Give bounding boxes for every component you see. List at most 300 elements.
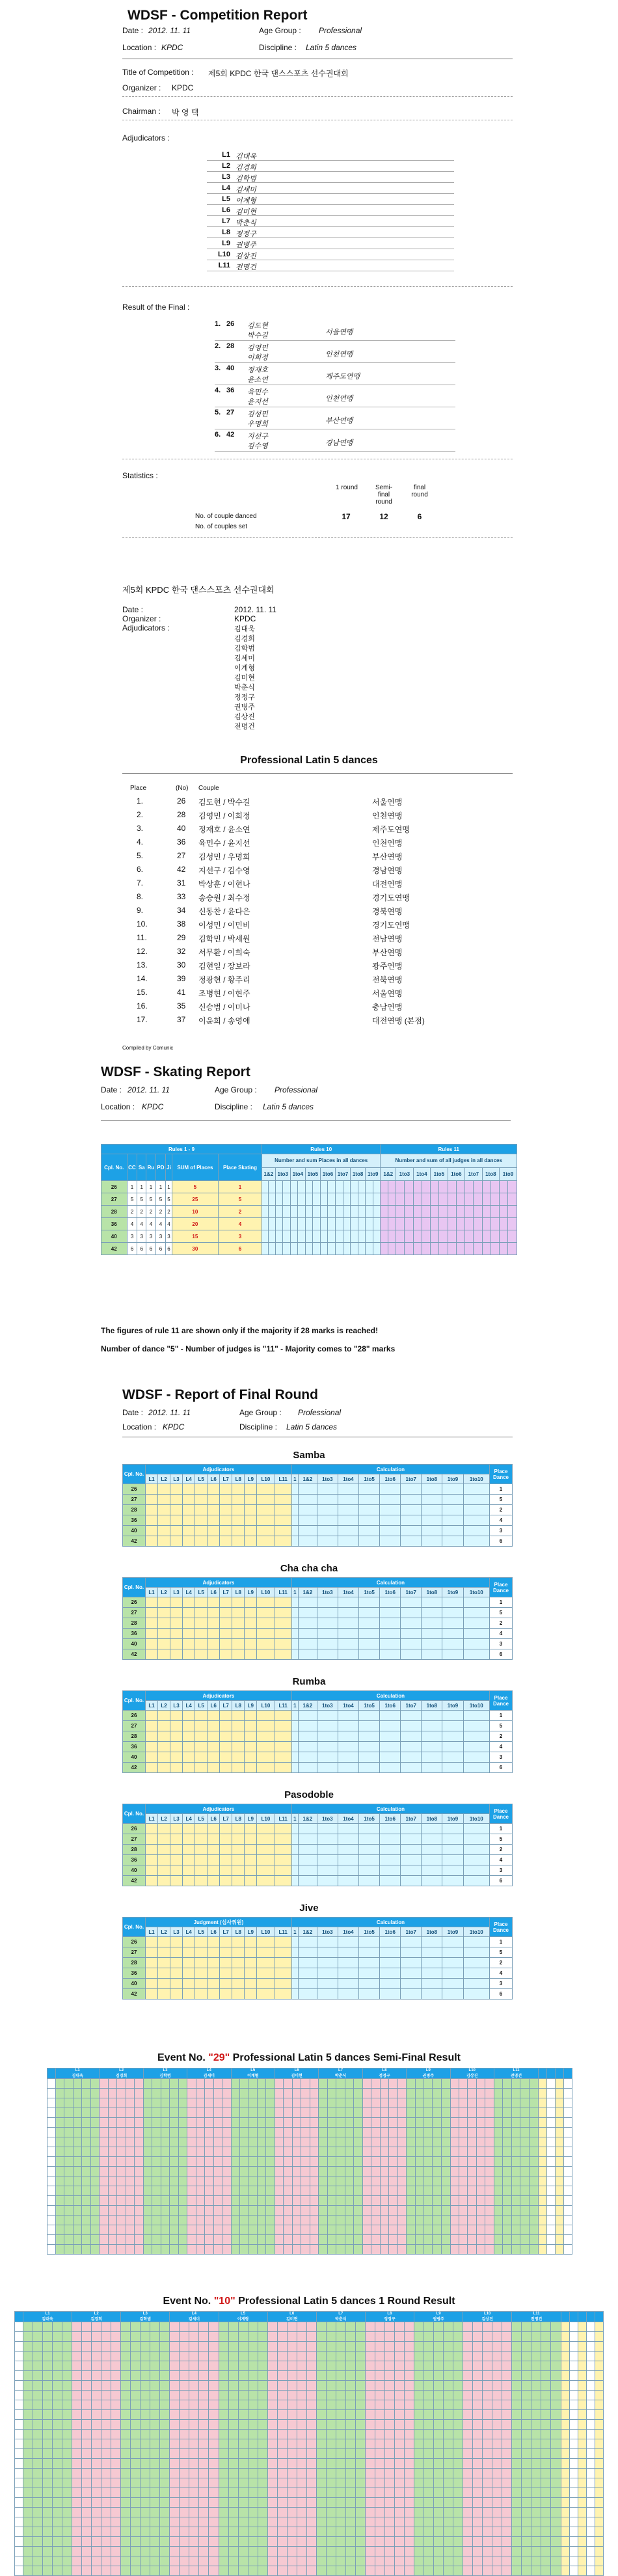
grid-mark-cell: [248, 2381, 258, 2391]
grid-mark-cell: [180, 2400, 189, 2410]
grid-mark-cell: [502, 2527, 512, 2537]
grid-mark-cell: [189, 2469, 199, 2478]
grid-mark-cell: [33, 2381, 43, 2391]
fr-calc-cell: [291, 1526, 298, 1536]
grid-mark-cell: [522, 2537, 531, 2547]
grid-mark-cell: [209, 2400, 219, 2410]
grid-mark-cell: [297, 2508, 306, 2517]
fr-calc-cell: [317, 1721, 338, 1731]
skating-rule10-cell: [283, 1206, 291, 1218]
skating-rule11-cell: [465, 1230, 474, 1243]
grid-mark-cell: [292, 2118, 301, 2128]
fr-calc-cell: [401, 1763, 422, 1773]
grid-mark-cell: [444, 2498, 453, 2508]
grid-mark-cell: [453, 2352, 463, 2361]
grid-mark-cell: [213, 2147, 222, 2157]
grid-mark-cell: [53, 2391, 62, 2400]
grid-mark-cell: [375, 2508, 384, 2517]
grid-mark-cell: [365, 2322, 375, 2332]
skating-rule10-cell: [298, 1243, 306, 1255]
fr-place: 2: [490, 1731, 513, 1742]
grid-mark-cell: [511, 2089, 520, 2098]
grid-mark-cell: [365, 2556, 375, 2566]
grid-mark-cell: [187, 2157, 196, 2167]
fr-calc-cell: [338, 1608, 358, 1618]
grid-tail-cell: [578, 2361, 587, 2371]
grid-mark-cell: [551, 2322, 561, 2332]
grid-mark-cell: [345, 2118, 353, 2128]
grid-mark-cell: [473, 2469, 483, 2478]
col-couple: Couple: [198, 785, 219, 792]
grid-mark-cell: [326, 2459, 336, 2469]
fr-calc-col-header: 1to4: [338, 1588, 358, 1597]
grid-mark-cell: [404, 2488, 414, 2498]
adjudicator-code: L8: [222, 228, 230, 236]
grid-mark-cell: [287, 2439, 297, 2449]
grid-tail-cell: [556, 2206, 564, 2216]
grid-mark-cell: [284, 2216, 292, 2225]
fr-calc-cell: [442, 1515, 463, 1526]
fr-calc-col-header: 1to3: [317, 1701, 338, 1711]
grid-mark-cell: [131, 2371, 141, 2381]
grid-mark-cell: [354, 2245, 363, 2255]
grid-mark-cell: [345, 2196, 353, 2206]
grid-mark-cell: [43, 2517, 53, 2527]
grid-mark-cell: [160, 2332, 170, 2342]
fr-calc-col-header: 1to3: [317, 1927, 338, 1937]
grid-mark-cell: [502, 2352, 512, 2361]
grid-mark-cell: [407, 2167, 415, 2176]
fr-header-row: [123, 1474, 513, 1484]
skating-rule11-cell: [490, 1218, 499, 1230]
fr-judge-mark: [275, 1742, 291, 1752]
grid-mark-cell: [459, 2157, 467, 2167]
fr-adj-header: Adjudicators: [146, 1578, 292, 1588]
grid-mark-cell: [541, 2508, 551, 2517]
grid-mark-cell: [397, 2196, 407, 2206]
grid-mark-cell: [267, 2391, 277, 2400]
grid-judge-header: [319, 2068, 362, 2079]
grid-mark-cell: [72, 2322, 82, 2332]
grid-mark-cell: [187, 2176, 196, 2186]
grid-mark-cell: [355, 2469, 365, 2478]
grid-mark-cell: [64, 2225, 73, 2235]
grid-mark-cell: [389, 2108, 397, 2118]
grid-mark-cell: [53, 2420, 62, 2430]
grid-mark-cell: [267, 2488, 277, 2498]
fr-judge-mark: [146, 1526, 158, 1536]
grid-mark-cell: [522, 2547, 531, 2556]
stats-col-2: Semi-final round: [375, 484, 393, 506]
grid-mark-cell: [397, 2128, 407, 2137]
grid-mark-cell: [117, 2225, 126, 2235]
grid-mark-cell: [476, 2206, 485, 2216]
sk-location-value: KPDC: [142, 1102, 164, 1111]
skating-rule11-cell: [500, 1243, 508, 1255]
grid-mark-cell: [336, 2098, 345, 2108]
grid-mark-cell: [336, 2400, 345, 2410]
grid-mark-cell: [326, 2361, 336, 2371]
grid-mark-cell: [354, 2186, 363, 2196]
grid-mark-cell: [327, 2176, 336, 2186]
grid-mark-cell: [249, 2128, 257, 2137]
grid-mark-cell: [82, 2566, 92, 2576]
grid-mark-cell: [407, 2118, 415, 2128]
grid-mark-cell: [189, 2547, 199, 2556]
grid-mark-cell: [53, 2352, 62, 2361]
grid-mark-cell: [62, 2547, 72, 2556]
grid-mark-cell: [444, 2449, 453, 2459]
grid-mark-cell: [414, 2391, 424, 2400]
fr-judge-mark: [195, 1505, 208, 1515]
grid-judge-name: 권병주: [422, 2074, 435, 2078]
grid-mark-cell: [476, 2098, 485, 2108]
grid-mark-cell: [327, 2108, 336, 2118]
grid-mark-cell: [170, 2498, 180, 2508]
grid-mark-cell: [483, 2459, 492, 2469]
fr-judge-mark: [146, 1608, 158, 1618]
fr-calc-col-header: 1to8: [422, 1814, 442, 1824]
grid-mark-cell: [90, 2235, 100, 2245]
grid-mark-cell: [397, 2079, 407, 2089]
grid-mark-cell: [316, 2556, 326, 2566]
grid-mark-cell: [209, 2322, 219, 2332]
grid-mark-cell: [424, 2332, 434, 2342]
dance-title: Cha cha cha: [280, 1563, 338, 1574]
grid-mark-cell: [53, 2566, 62, 2576]
fr-row: [123, 1979, 513, 1989]
grid-mark-cell: [131, 2439, 141, 2449]
fr-calc-cell: [401, 1979, 422, 1989]
grid-mark-cell: [187, 2186, 196, 2196]
grid-mark-cell: [43, 2391, 53, 2400]
grid-mark-cell: [424, 2098, 433, 2108]
grid-mark-cell: [101, 2332, 111, 2342]
fr-cpl-no: 28: [123, 1505, 146, 1515]
grid-mark-cell: [394, 2371, 404, 2381]
fr-calc-cell: [338, 1731, 358, 1742]
grid-mark-cell: [222, 2196, 231, 2206]
fr-judge-mark: [245, 1989, 257, 2000]
round1-event-no: "10": [213, 2296, 235, 2307]
grid-mark-cell: [231, 2089, 239, 2098]
fr-calc-cell: [317, 1947, 338, 1958]
grid-mark-cell: [267, 2352, 277, 2361]
summary-couple: 김현일 / 장보라: [198, 962, 250, 971]
grid-mark-cell: [258, 2391, 267, 2400]
grid-mark-cell: [189, 2537, 199, 2547]
grid-mark-cell: [494, 2157, 502, 2167]
grid-mark-cell: [53, 2322, 62, 2332]
grid-mark-cell: [189, 2527, 199, 2537]
grid-mark-cell: [219, 2469, 228, 2478]
grid-mark-cell: [23, 2420, 33, 2430]
skating-rule10-cell: [262, 1218, 269, 1230]
grid-mark-cell: [485, 2196, 494, 2206]
grid-mark-cell: [483, 2508, 492, 2517]
grid-mark-cell: [33, 2566, 43, 2576]
grid-mark-cell: [189, 2332, 199, 2342]
grid-tail-cell: [587, 2478, 595, 2488]
grid-row: [15, 2342, 604, 2352]
final-round-table: [122, 1577, 513, 1660]
fr-judge-mark: [170, 1597, 183, 1608]
skating-rule11-cell: [431, 1230, 439, 1243]
skating-place: 2: [218, 1206, 262, 1218]
fr-cpl-no: 28: [123, 1731, 146, 1742]
grid-mark-cell: [33, 2508, 43, 2517]
grid-mark-cell: [345, 2361, 355, 2371]
grid-mark-cell: [219, 2322, 228, 2332]
grid-mark-cell: [228, 2420, 238, 2430]
grid-tail-cell: [556, 2089, 564, 2098]
fr-calc-col-header: 1to10: [463, 1588, 489, 1597]
grid-mark-cell: [319, 2186, 327, 2196]
fr-calc-col-header: 1to7: [401, 1474, 422, 1484]
grid-mark-cell: [238, 2517, 248, 2527]
grid-judge-code: L3: [142, 2312, 148, 2316]
grid-mark-cell: [502, 2430, 512, 2439]
grid-mark-cell: [434, 2430, 444, 2439]
rules-10-header: Rules 10: [262, 1145, 381, 1154]
fr-judge-mark: [232, 1752, 245, 1763]
grid-mark-cell: [152, 2186, 161, 2196]
grid-mark-cell: [73, 2196, 81, 2206]
skating-rule10-cell: [373, 1230, 381, 1243]
grid-tail-cell: [561, 2420, 570, 2430]
grid-mark-cell: [297, 2342, 306, 2352]
grid-mark-cell: [82, 2527, 92, 2537]
grid-mark-cell: [170, 2128, 178, 2137]
grid-mark-cell: [551, 2469, 561, 2478]
grid-tail-cell: [547, 2128, 556, 2137]
grid-mark-cell: [327, 2196, 336, 2206]
grid-tail-cell: [578, 2478, 587, 2488]
grid-mark-cell: [266, 2216, 275, 2225]
grid-mark-cell: [306, 2517, 316, 2527]
grid-mark-cell: [121, 2371, 131, 2381]
grid-mark-cell: [354, 2196, 363, 2206]
fr-place: 5: [490, 1834, 513, 1845]
fr-judge-header: L5: [195, 1701, 208, 1711]
grid-mark-cell: [389, 2079, 397, 2089]
grid-mark-cell: [316, 2410, 326, 2420]
fr-judge-mark: [220, 1876, 232, 1886]
fr-calc-cell: [291, 1834, 298, 1845]
adjudicator-name: 김미현: [235, 208, 256, 216]
grid-mark-cell: [389, 2206, 397, 2216]
grid-mark-cell: [529, 2206, 538, 2216]
grid-mark-cell: [111, 2488, 121, 2498]
grid-mark-cell: [415, 2167, 423, 2176]
grid-tail-cell: [564, 2128, 572, 2137]
grid-cpl-cell: [15, 2537, 23, 2547]
grid-mark-cell: [117, 2118, 126, 2128]
grid-judge-header: [362, 2068, 406, 2079]
fr-judge-mark: [220, 1608, 232, 1618]
grid-mark-cell: [72, 2527, 82, 2537]
grid-mark-cell: [306, 2400, 316, 2410]
grid-tail-cell: [595, 2478, 604, 2488]
grid-mark-cell: [150, 2332, 160, 2342]
grid-tail-cell: [556, 2147, 564, 2157]
fr-judge-mark: [170, 1752, 183, 1763]
summary-report: [0, 566, 618, 1061]
grid-mark-cell: [205, 2186, 213, 2196]
grid-mark-cell: [196, 2196, 204, 2206]
grid-mark-cell: [384, 2391, 394, 2400]
grid-mark-cell: [117, 2098, 126, 2108]
summary-club: 부산연맹: [372, 948, 403, 957]
fr-calc-cell: [359, 1731, 380, 1742]
sk-date-value: 2012. 11. 11: [128, 1085, 170, 1094]
grid-mark-cell: [503, 2225, 511, 2235]
grid-mark-cell: [90, 2186, 100, 2196]
fr-judge-mark: [245, 1876, 257, 1886]
grid-mark-cell: [483, 2420, 492, 2430]
skating-rule10-cell: [358, 1181, 366, 1193]
grid-mark-cell: [319, 2206, 327, 2216]
grid-mark-cell: [199, 2459, 209, 2469]
grid-mark-cell: [258, 2517, 267, 2527]
fr-judge-mark: [232, 1711, 245, 1721]
fr-cpl-no: 26: [123, 1711, 146, 1721]
grid-mark-cell: [219, 2498, 228, 2508]
fr-calc-col-header: 1to5: [359, 1701, 380, 1711]
fr-judge-mark: [245, 1536, 257, 1547]
fr-judge-mark: [257, 1937, 275, 1947]
skating-dance-place: 5: [166, 1193, 172, 1206]
grid-mark-cell: [424, 2137, 433, 2147]
grid-mark-cell: [336, 2381, 345, 2391]
grid-row: [15, 2469, 604, 2478]
grid-mark-cell: [275, 2235, 283, 2245]
grid-mark-cell: [531, 2488, 541, 2498]
grid-mark-cell: [473, 2410, 483, 2420]
grid-mark-cell: [463, 2430, 473, 2439]
grid-mark-cell: [531, 2391, 541, 2400]
grid-mark-cell: [160, 2488, 170, 2498]
grid-mark-cell: [108, 2225, 116, 2235]
grid-tail-header: [547, 2068, 556, 2079]
grid-mark-cell: [150, 2439, 160, 2449]
grid-mark-cell: [228, 2371, 238, 2381]
grid-mark-cell: [371, 2089, 380, 2098]
fr-row: [123, 1845, 513, 1855]
grid-mark-cell: [433, 2186, 441, 2196]
round1-title-rest: Professional Latin 5 dances 1 Round Result: [238, 2296, 455, 2307]
grid-mark-cell: [424, 2537, 434, 2547]
grid-mark-cell: [433, 2167, 441, 2176]
grid-mark-cell: [450, 2216, 459, 2225]
fr-judge-mark: [183, 1834, 195, 1845]
fr-calc-cell: [338, 1989, 358, 2000]
grid-judge-code: L1: [75, 2068, 80, 2072]
fr-calc-col-header: 1&2: [298, 1474, 317, 1484]
grid-mark-cell: [394, 2352, 404, 2361]
grid-judge-name: 김학범: [139, 2318, 151, 2322]
grid-mark-cell: [170, 2537, 180, 2547]
fr-judge-mark: [232, 1742, 245, 1752]
grid-mark-cell: [152, 2167, 161, 2176]
grid-mark-cell: [502, 2371, 512, 2381]
grid-mark-cell: [355, 2449, 365, 2459]
grid-mark-cell: [23, 2488, 33, 2498]
grid-mark-cell: [310, 2089, 319, 2098]
grid-tail-cell: [570, 2430, 578, 2439]
summary-adjudicator: 박춘식: [234, 684, 255, 692]
fr-cpl-no: 27: [123, 1608, 146, 1618]
grid-tail-cell: [539, 2176, 547, 2186]
grid-mark-cell: [170, 2420, 180, 2430]
grid-mark-cell: [90, 2196, 100, 2206]
grid-tail-cell: [595, 2527, 604, 2537]
fr-calc-cell: [463, 1752, 489, 1763]
skating-dance-place: 5: [137, 1193, 146, 1206]
grid-tail-header: [556, 2068, 564, 2079]
fr-calc-cell: [338, 1979, 358, 1989]
grid-mark-cell: [189, 2430, 199, 2439]
grid-mark-cell: [248, 2361, 258, 2371]
fr-cpl-no: 36: [123, 1629, 146, 1639]
grid-mark-cell: [326, 2439, 336, 2449]
fr-calc-cell: [463, 1515, 489, 1526]
grid-mark-cell: [111, 2361, 121, 2371]
grid-mark-cell: [287, 2517, 297, 2527]
grid-mark-cell: [238, 2322, 248, 2332]
location-label: Location :: [122, 43, 157, 52]
fr-judge-mark: [257, 1484, 275, 1495]
summary-couple: 육민수 / 윤지선: [198, 839, 250, 848]
grid-mark-cell: [152, 2176, 161, 2186]
skating-rule11-cell: [456, 1193, 464, 1206]
skating-rule10-cell: [366, 1206, 373, 1218]
grid-mark-cell: [43, 2478, 53, 2488]
grid-mark-cell: [433, 2225, 441, 2235]
grid-mark-cell: [222, 2147, 231, 2157]
grid-mark-cell: [494, 2206, 502, 2216]
grid-mark-cell: [450, 2118, 459, 2128]
grid-tail-cell: [564, 2225, 572, 2235]
grid-mark-cell: [384, 2547, 394, 2556]
grid-mark-cell: [143, 2176, 152, 2186]
fr-judge-mark: [232, 1495, 245, 1505]
grid-cpl-cell: [47, 2108, 56, 2118]
grid-mark-cell: [150, 2381, 160, 2391]
fr-judge-mark: [208, 1752, 220, 1763]
grid-tail-cell: [570, 2547, 578, 2556]
skating-rule11-cell: [405, 1206, 413, 1218]
grid-mark-cell: [62, 2566, 72, 2576]
grid-mark-cell: [371, 2167, 380, 2176]
grid-mark-cell: [56, 2225, 64, 2235]
grid-mark-cell: [512, 2420, 522, 2430]
fr-calc-cell: [442, 1536, 463, 1547]
fr-calc-cell: [442, 1721, 463, 1731]
grid-cpl-cell: [15, 2332, 23, 2342]
fr-judge-mark: [220, 1711, 232, 1721]
grid-mark-cell: [150, 2400, 160, 2410]
grid-mark-cell: [494, 2128, 502, 2137]
fr-judge-header: L5: [195, 1588, 208, 1597]
grid-mark-cell: [23, 2381, 33, 2391]
grid-mark-cell: [199, 2488, 209, 2498]
fr-judge-mark: [275, 1484, 291, 1495]
grid-mark-cell: [531, 2420, 541, 2430]
skating-rule11-cell: [448, 1193, 456, 1206]
grid-mark-cell: [248, 2537, 258, 2547]
fr-judge-mark: [220, 1865, 232, 1876]
